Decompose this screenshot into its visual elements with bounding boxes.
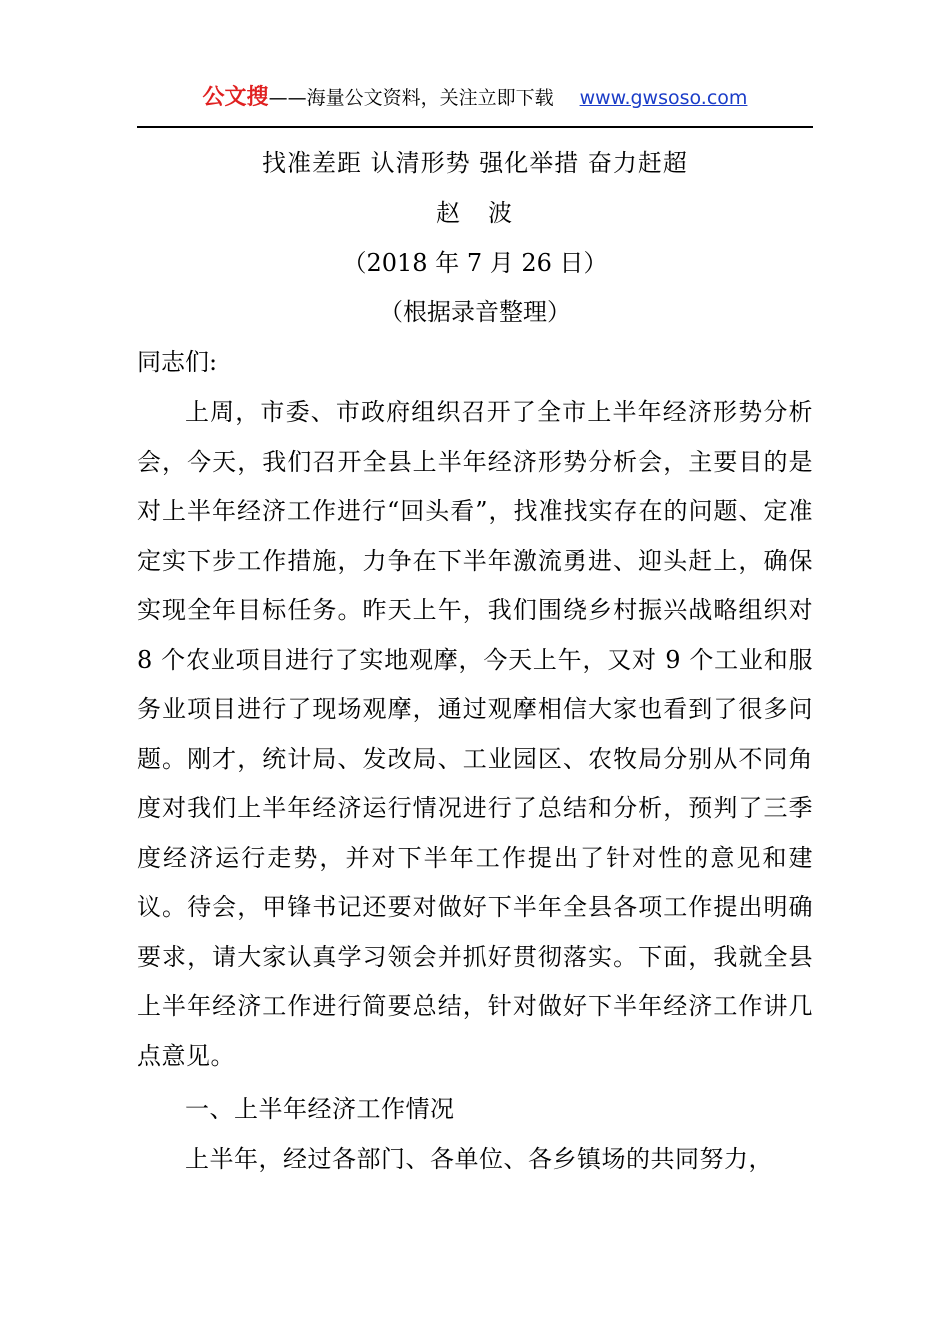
document-author: 赵 波 xyxy=(436,199,514,227)
body-paragraph-1: 上周，市委、市政府组织召开了全市上半年经济形势分析会，今天，我们召开全县上半年经济形势分析会，主要目的是对上半年经济工作进行“回头看”，找准找实存在的问题、定准定实下步工作措施，力争在下半年激流勇进、迎头赶上，确保实现全年目标任务。昨天上午，我们围绕乡村振兴战略组织对 8 个农业项目进行了实地观摩，今天上午，又对 9 个工业和服务业项目进行了现场观摩，通过观摩相信大家也看到了很多问题。刚才，统计局、发改局、工业园区、农牧局分别从不同角度对我们上半年经济运行情况进行了总结和分析，预判了三季度经济运行走势，并对下半年工作提出了针对性的意见和建议。待会，甲锋书记还要对做好下半年全县各项工作提出明确要求，请大家认真学习领会并抓好贯彻落实。下面，我就全县上半年经济工作进行简要总结，针对做好下半年经济工作讲几点意见。 xyxy=(137,398,813,1070)
salutation: 同志们: xyxy=(137,348,218,376)
document-title: 找准差距 认清形势 强化举措 奋力赶超 xyxy=(262,149,688,177)
header-divider xyxy=(137,126,813,128)
document-note: （根据录音整理） xyxy=(379,298,571,326)
site-link[interactable]: www.gwsoso.com xyxy=(579,87,748,109)
document-date: （2018 年 7 月 26 日） xyxy=(342,249,608,277)
section-heading: 一、上半年经济工作情况 xyxy=(185,1095,455,1123)
body-paragraph-2: 上半年，经过各部门、各单位、各乡镇场的共同努力， xyxy=(185,1145,773,1173)
brand-logo-text: 公文搜 xyxy=(202,85,269,110)
header-tagline: ——海量公文资料，关注立即下载 xyxy=(268,87,554,109)
page-header xyxy=(137,80,813,111)
